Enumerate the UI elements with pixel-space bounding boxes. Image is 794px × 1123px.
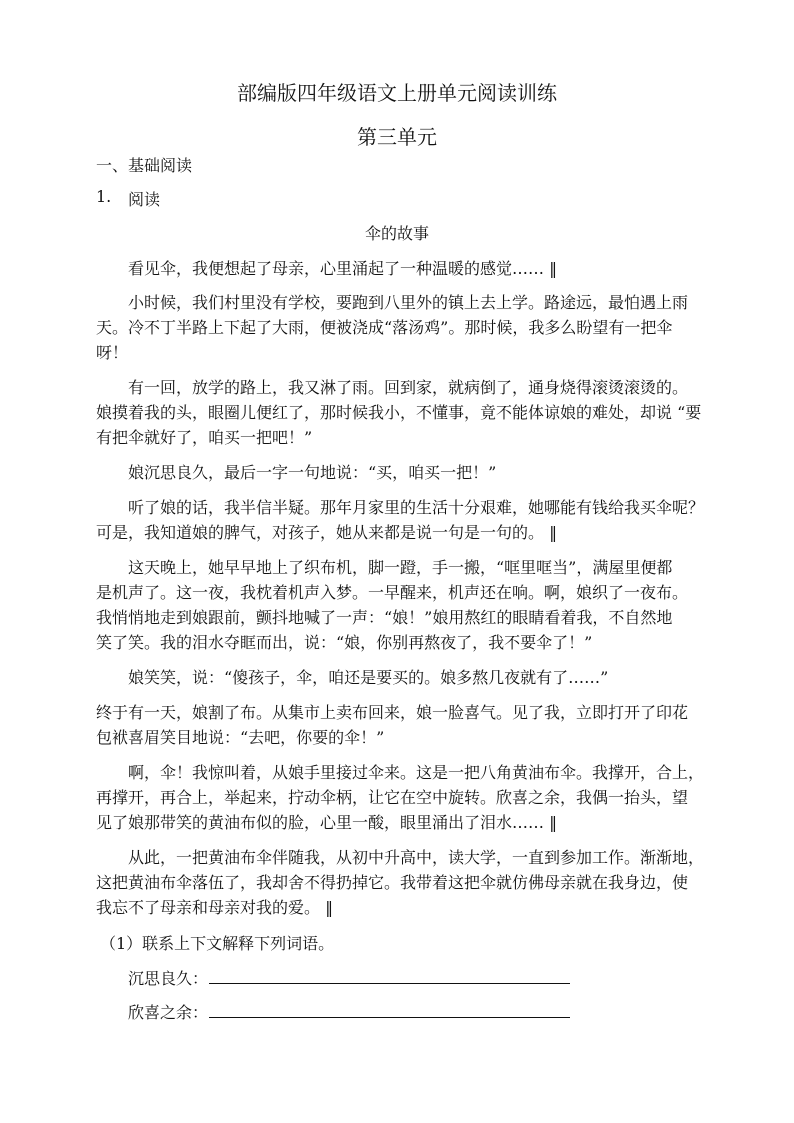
passage-line: 再撑开，再合上，举起来，拧动伞柄，让它在空中旋转。欣喜之余，我偶一抬头，望: [96, 788, 689, 807]
section-heading: 一、基础阅读: [96, 156, 193, 175]
passage-line: 有把伞就好了，咱买一把吧！”: [96, 428, 313, 447]
passage-line: 小时候，我们村里没有学校，要跑到八里外的镇上去上学。路途远，最怕遇上雨: [128, 293, 689, 312]
unit-title: 第三单元: [357, 125, 437, 149]
passage-line: 娘摸着我的头，眼圈儿便红了，那时候我小，不懂事，竟不能体谅娘的难处，却说 “要: [96, 403, 702, 422]
passage-line: 包袱喜眉笑目地说：“去吧，你要的伞！”: [96, 728, 385, 747]
passage-line: 终于有一天，娘割了布。从集市上卖布回来，娘一脸喜气。见了我，立即打开了印花: [96, 703, 689, 722]
question-label: 阅读: [128, 190, 161, 209]
passage-line: 呀！: [96, 343, 129, 362]
answer-blank[interactable]: [209, 1017, 570, 1018]
passage-line: 啊，伞！我惊叫着，从娘手里接过伞来。这是一把八角黄油布伞。我撑开，合上，: [128, 763, 705, 782]
passage-line: 娘笑笑，说：“傻孩子，伞，咱还是要买的。娘多熬几夜就有了……”: [128, 668, 609, 687]
passage-line: 我悄悄地走到娘跟前，颤抖地喊了一声：“娘！”娘用熬红的眼睛看着我，不自然地: [96, 608, 673, 627]
passage-title: 伞的故事: [364, 224, 429, 243]
passage-line: 这天晚上，她早早地上了织布机，脚一蹬，手一搬，“哐里哐当”，满屋里便都: [128, 558, 673, 577]
term-label: 欣喜之余：: [128, 1003, 209, 1022]
passage-line: 见了娘那带笑的黄油布似的脸，心里一酸，眼里涌出了泪水…… ‖: [96, 813, 558, 832]
subquestion-prompt: （1）联系上下文解释下列词语。: [100, 934, 335, 953]
passage-line: 是机声了。这一夜，我枕着机声入梦。一早醒来，机声还在响。啊，娘织了一夜布。: [96, 583, 689, 602]
passage-line: 这把黄油布伞落伍了，我却舍不得扔掉它。我带着这把伞就仿佛母亲就在我身边，使: [96, 873, 689, 892]
passage-line: 看见伞，我便想起了母亲，心里涌起了一种温暖的感觉…… ‖: [128, 259, 558, 278]
passage-line: 可是，我知道娘的脾气，对孩子，她从来都是说一句是一句的。 ‖: [96, 523, 558, 542]
answer-blank[interactable]: [209, 983, 570, 984]
term-label: 沉思良久：: [128, 969, 209, 988]
passage-line: 听了娘的话，我半信半疑。那年月家里的生活十分艰难，她哪能有钱给我买伞呢？: [128, 498, 705, 517]
passage-line: 天。冷不丁半路上下起了大雨，便被浇成“落汤鸡”。那时候，我多么盼望有一把伞: [96, 318, 673, 337]
passage-line: 从此，一把黄油布伞伴随我，从初中升高中，读大学，一直到参加工作。渐渐地，: [128, 848, 705, 867]
document-title: 部编版四年级语文上册单元阅读训练: [237, 81, 557, 105]
passage-line: 有一回，放学的路上，我又淋了雨。回到家，就病倒了，通身烧得滚烫滚烫的。: [128, 378, 689, 397]
passage-line: 我忘不了母亲和母亲对我的爱。 ‖: [96, 898, 334, 917]
passage-line: 笑了笑。我的泪水夺眶而出，说：“娘，你别再熬夜了，我不要伞了！”: [96, 633, 593, 652]
question-number: 1.: [96, 187, 112, 206]
passage-line: 娘沉思良久，最后一字一句地说：“买，咱买一把！”: [128, 463, 497, 482]
